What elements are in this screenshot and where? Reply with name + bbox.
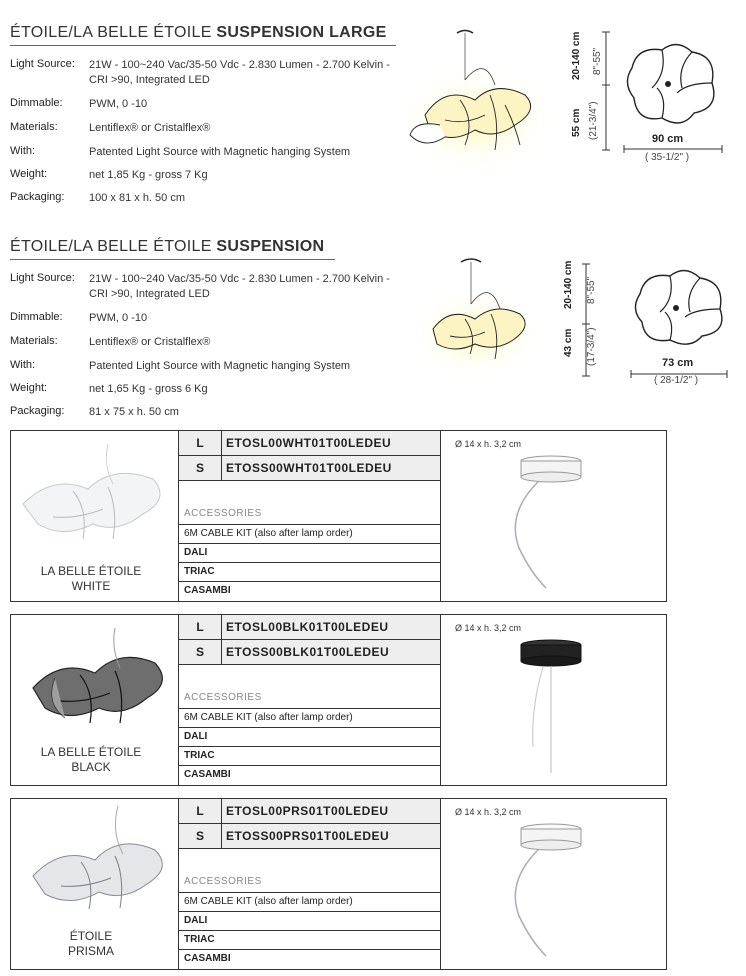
accessories-title: ACCESSORIES — [184, 692, 262, 703]
canopy-cell — [440, 431, 667, 601]
accessories-block — [178, 665, 441, 785]
product-card-black — [10, 614, 667, 786]
product-name-line1: LA BELLE ÉTOILE — [40, 564, 142, 578]
cable-length-in: 8"-55" — [592, 47, 603, 75]
accessory-cable-kit: 6M CABLE KIT (also after lamp order) — [179, 892, 441, 910]
title-underline — [10, 45, 396, 46]
code-row-small — [178, 456, 441, 481]
accessories-block — [178, 481, 441, 601]
product-code: ETOSS00PRS01T00LEDEU — [222, 824, 441, 848]
width-in: ( 35-1/2" ) — [645, 152, 690, 163]
spec-value: PWM, 0 -10 — [89, 98, 148, 110]
product-name-line1: LA BELLE ÉTOILE — [40, 745, 142, 759]
canopy-drawing — [491, 821, 601, 961]
spec-value: 21W - 100~240 Vac/35-50 Vdc - 2.830 Lumen - 2.700 Kelvin - CRI >90, Integrated LED — [89, 59, 390, 86]
spec-value: PWM, 0 -10 — [89, 312, 148, 324]
spec-value: 81 x 75 x h. 50 cm — [89, 406, 179, 418]
spec-label: With: — [10, 145, 36, 157]
code-row-large — [178, 431, 441, 456]
accessory-casambi: CASAMBI — [179, 949, 441, 967]
canopy-dimension: Ø 14 x h. 3,2 cm — [455, 807, 522, 817]
spec-value: Lentiflex® or Cristalflex® — [89, 122, 211, 134]
canopy-drawing — [491, 453, 601, 593]
height-cm: 55 cm — [571, 108, 582, 137]
section-title — [10, 238, 324, 256]
accessories-title: ACCESSORIES — [184, 876, 262, 887]
canopy-dimension: Ø 14 x h. 3,2 cm — [455, 623, 522, 633]
code-row-large — [178, 615, 441, 640]
spec-section-standard — [0, 214, 746, 429]
spec-label: Materials: — [10, 121, 58, 133]
accessory-dali: DALI — [179, 727, 441, 745]
size-label: S — [179, 456, 222, 480]
product-code: ETOSL00BLK01T00LEDEU — [222, 615, 441, 639]
spec-section-large — [0, 0, 746, 215]
spec-label: With: — [10, 359, 36, 371]
accessories-block — [178, 849, 441, 969]
spec-value: Patented Light Source with Magnetic hanging System — [89, 360, 351, 372]
title-underline — [10, 259, 335, 260]
width-cm: 73 cm — [662, 357, 694, 369]
code-row-small — [178, 640, 441, 665]
cable-length-in: 8"-55" — [586, 276, 597, 304]
accessory-dali: DALI — [179, 543, 441, 561]
product-card-prisma — [10, 798, 667, 970]
accessory-triac: TRIAC — [179, 746, 441, 764]
spec-label: Packaging: — [10, 191, 65, 203]
lamp-photo-prisma — [23, 804, 175, 919]
spec-label: Dimmable: — [10, 311, 63, 323]
spec-label: Weight: — [10, 168, 48, 180]
code-row-small — [178, 824, 441, 849]
size-label: L — [179, 431, 222, 455]
lamp-side-drawing — [415, 254, 545, 384]
width-cm: 90 cm — [652, 133, 684, 145]
title-bold: SUSPENSION LARGE — [216, 24, 387, 41]
lamp-photo-white — [13, 439, 173, 551]
accessory-casambi: CASAMBI — [179, 581, 441, 599]
canopy-cell — [440, 799, 667, 969]
product-code: ETOSL00WHT01T00LEDEU — [222, 431, 441, 455]
accessory-triac: TRIAC — [179, 930, 441, 948]
accessory-cable-kit: 6M CABLE KIT (also after lamp order) — [179, 524, 441, 542]
code-row-large — [178, 799, 441, 824]
width-in: ( 28-1/2" ) — [654, 375, 699, 386]
lamp-side-drawing — [405, 25, 555, 165]
height-cm: 43 cm — [563, 328, 574, 357]
spec-label: Dimmable: — [10, 97, 63, 109]
spec-value: Patented Light Source with Magnetic hanging System — [89, 146, 351, 158]
lamp-top-view — [622, 38, 722, 128]
cable-length-cm: 20-140 cm — [571, 31, 582, 80]
lamp-photo-black — [25, 623, 175, 733]
lamp-top-view — [630, 264, 730, 349]
spec-label: Packaging: — [10, 405, 65, 417]
spec-value: 100 x 81 x h. 50 cm — [89, 192, 185, 204]
accessory-dali: DALI — [179, 911, 441, 929]
spec-label: Weight: — [10, 382, 48, 394]
cable-length-cm: 20-140 cm — [563, 260, 574, 309]
title-bold: SUSPENSION — [216, 238, 325, 255]
spec-value: net 1,65 Kg - gross 6 Kg — [89, 383, 208, 395]
title-light: ÉTOILE/LA BELLE ÉTOILE — [10, 24, 212, 41]
size-label: S — [179, 824, 222, 848]
size-label: L — [179, 615, 222, 639]
spec-label: Light Source: — [10, 58, 75, 70]
size-label: S — [179, 640, 222, 664]
height-in: (17-3/4") — [586, 327, 597, 366]
product-name-line2: PRISMA — [67, 944, 114, 958]
product-code: ETOSL00PRS01T00LEDEU — [222, 799, 441, 823]
product-name-line1: ÉTOILE — [69, 929, 113, 943]
canopy-cell — [440, 615, 667, 785]
accessory-cable-kit: 6M CABLE KIT (also after lamp order) — [179, 708, 441, 726]
spec-label: Materials: — [10, 335, 58, 347]
product-name-line2: WHITE — [71, 579, 111, 593]
spec-label: Light Source: — [10, 272, 75, 284]
height-in: (21-3/4") — [588, 101, 599, 140]
product-code: ETOSS00BLK01T00LEDEU — [222, 640, 441, 664]
canopy-dimension: Ø 14 x h. 3,2 cm — [455, 439, 522, 449]
section-title — [10, 24, 387, 42]
accessory-triac: TRIAC — [179, 562, 441, 580]
product-name-line2: BLACK — [71, 760, 111, 774]
spec-value: 21W - 100~240 Vac/35-50 Vdc - 2.830 Lumen - 2.700 Kelvin - CRI >90, Integrated LED — [89, 273, 390, 300]
title-light: ÉTOILE/LA BELLE ÉTOILE — [10, 238, 212, 255]
spec-value: Lentiflex® or Cristalflex® — [89, 336, 211, 348]
size-label: L — [179, 799, 222, 823]
spec-value: net 1,85 Kg - gross 7 Kg — [89, 169, 208, 181]
product-code: ETOSS00WHT01T00LEDEU — [222, 456, 441, 480]
accessory-casambi: CASAMBI — [179, 765, 441, 783]
accessories-title: ACCESSORIES — [184, 508, 262, 519]
product-card-white — [10, 430, 667, 602]
canopy-drawing — [491, 637, 601, 777]
